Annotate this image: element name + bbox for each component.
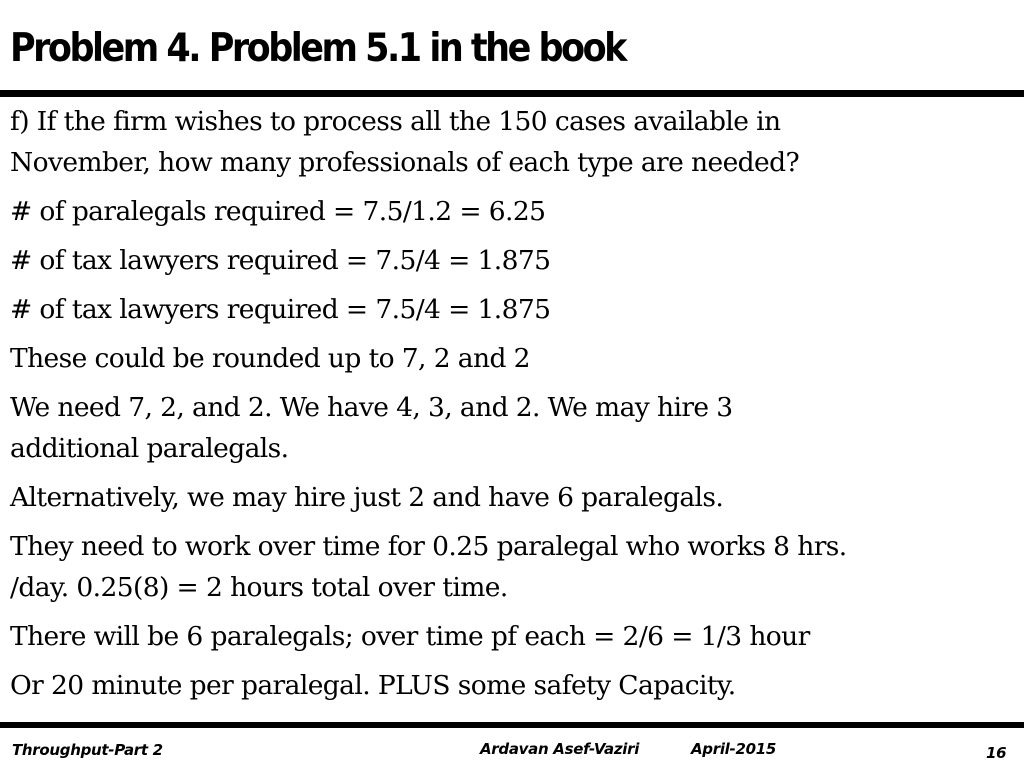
overtime-line-2: /day. 0.25(8) = 2 hours total over time.	[10, 572, 508, 603]
conclusion-text: Or 20 minute per paralegal. PLUS some safety Capacity.	[10, 670, 736, 701]
paralegals-required-text: # of paralegals required = 7.5/1.2 = 6.25	[10, 196, 546, 227]
footer-date: April-2015	[691, 740, 777, 758]
overtime-line-1: They need to work over time for 0.25 paralegal who works 8 hrs.	[10, 531, 847, 562]
question-line-1: f) If the firm wishes to process all the 150 cases available in	[10, 106, 781, 137]
hiring-line-1: We need 7, 2, and 2. We have 4, 3, and 2. We may hire 3	[10, 392, 733, 423]
tax-lawyers-required-text-repeat: # of tax lawyers required = 7.5/4 = 1.875	[10, 294, 551, 325]
overtime-each-text: There will be 6 paralegals; over time pf each = 2/6 = 1/3 hour	[10, 621, 810, 652]
footer-author: Ardavan Asef-Vaziri	[480, 740, 640, 758]
tax-lawyers-required-text: # of tax lawyers required = 7.5/4 = 1.875	[10, 245, 551, 276]
question-paragraph	[10, 101, 1015, 183]
alternative-text: Alternatively, we may hire just 2 and have 6 paralegals.	[10, 482, 724, 513]
conclusion-line	[10, 665, 1015, 706]
paralegals-required-line	[10, 191, 1015, 232]
page-number: 16	[986, 744, 1007, 762]
tax-lawyers-required-line	[10, 240, 1015, 281]
hiring-line-2: additional paralegals.	[10, 433, 289, 464]
tax-lawyers-required-line-repeat	[10, 289, 1015, 330]
title-divider	[0, 90, 1024, 97]
question-line-2: November, how many professionals of each type are needed?	[10, 147, 800, 178]
hiring-paragraph	[10, 387, 1015, 469]
overtime-each-line	[10, 616, 1015, 657]
rounding-text: These could be rounded up to 7, 2 and 2	[10, 343, 530, 374]
footer-divider	[0, 722, 1024, 728]
footer-course: Throughput-Part 2	[12, 741, 163, 759]
slide-body	[10, 99, 1015, 706]
rounding-line	[10, 338, 1015, 379]
slide-title: Problem 4. Problem 5.1 in the book	[10, 26, 625, 72]
overtime-paragraph	[10, 526, 1015, 608]
alternative-line	[10, 477, 1015, 518]
